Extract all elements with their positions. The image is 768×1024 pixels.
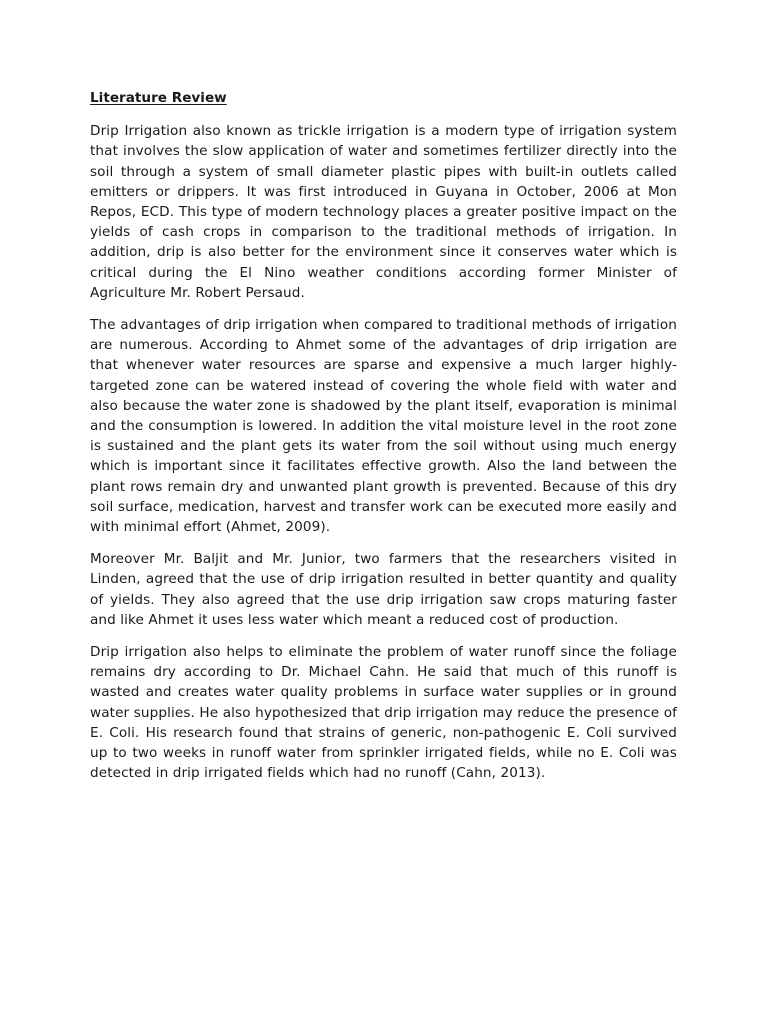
paragraph-runoff: Drip irrigation also helps to eliminate the problem of water runoff since the foliage remains dry according to Dr. Michael Cahn. He said that much of this runoff is wasted and creates water quality problems in surface water supplies or in ground water supplies. He also hypothesized that drip irrigation may reduce the presence of E. Coli. His research found that strains of generic, non-pathogenic E. Coli survived up to two weeks in runoff water from sprinkler irrigated fields, while no E. Coli was detected in drip irrigated fields which had no runoff (Cahn, 2013).: [90, 644, 677, 782]
paragraph-farmers: Moreover Mr. Baljit and Mr. Junior, two farmers that the researchers visited in Linden, agreed that the use of drip irrigation resulted in better quantity and quality of yields. They also agreed that the use drip irrigation saw crops maturing faster and like Ahmet it uses less water which meant a reduced cost of production.: [90, 551, 677, 628]
paragraph-advantages: The advantages of drip irrigation when compared to traditional methods of irrigation are numerous. According to Ahmet some of the advantages of drip irrigation are that whenever water resources are sparse and expensive a much larger highly-targeted zone can be watered instead of covering the whole field with water and also because the water zone is shadowed by the plant itself, evaporation is minimal and the consumption is lowered. In addition the vital moisture level in the root zone is sustained and the plant gets its water from the soil without using much energy which is important since it facilitates effective growth. Also the land between the plant rows remain dry and unwanted plant growth is prevented. Because of this dry soil surface, medication, harvest and transfer work can be executed more easily and with minimal effort (Ahmet, 2009).: [90, 317, 677, 536]
paragraph-intro: Drip Irrigation also known as trickle irrigation is a modern type of irrigation system that involves the slow application of water and sometimes fertilizer directly into the soil through a system of small diameter plastic pipes with built-in outlets called emitters or drippers. It was first introduced in Guyana in October, 2006 at Mon Repos, ECD. This type of modern technology places a greater positive impact on the yields of cash crops in comparison to the traditional methods of irrigation. In addition, drip is also better for the environment since it conserves water which is critical during the El Nino weather conditions according former Minister of Agriculture Mr. Robert Persaud.: [90, 123, 677, 301]
section-heading: Literature Review: [90, 90, 227, 106]
document-page: [90, 88, 677, 796]
